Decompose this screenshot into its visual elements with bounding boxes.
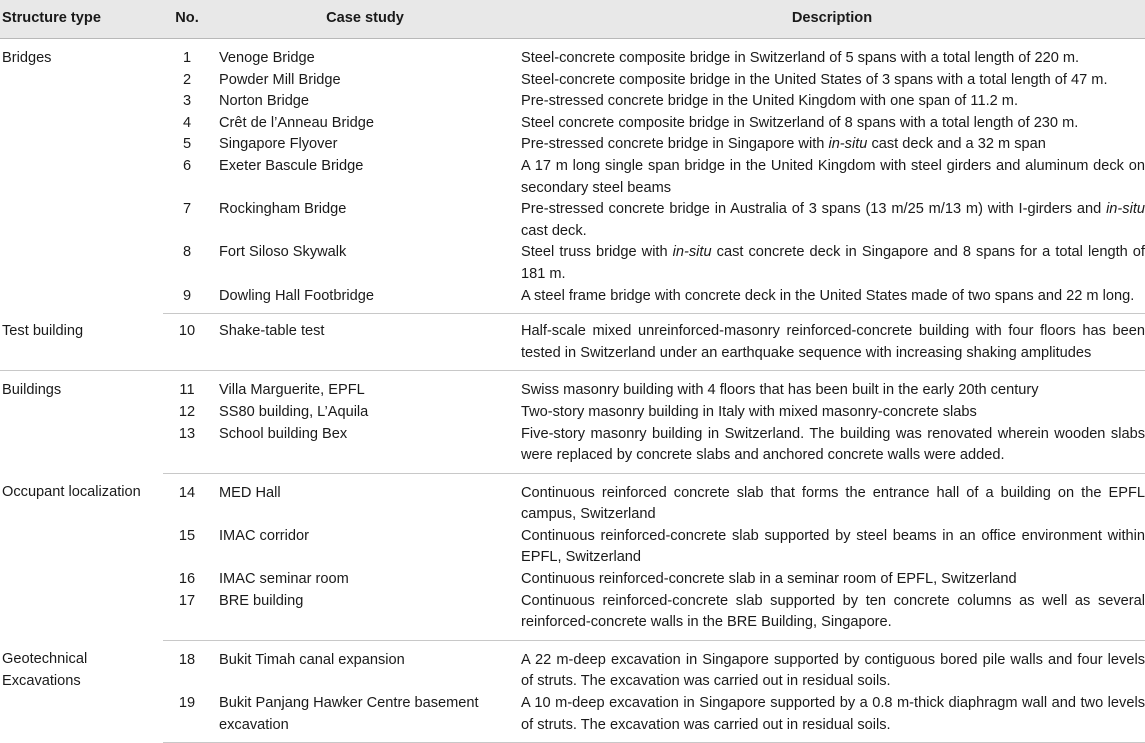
- case-description: Steel-concrete composite bridge in Switzerland of 5 spans with a total length of 220 m.: [521, 50, 1080, 66]
- table-row: [0, 371, 1145, 402]
- case-number: 16: [178, 571, 196, 588]
- case-number: 11: [179, 382, 195, 399]
- case-number: 12: [178, 403, 196, 420]
- case-study-name: Bukit Timah canal expansion: [219, 651, 405, 668]
- case-number: 2: [182, 71, 192, 88]
- header-row: [0, 0, 1145, 39]
- table-row: [0, 70, 1145, 92]
- case-study-name: Powder Mill Bridge: [219, 71, 341, 88]
- header-description: Description: [519, 0, 1145, 39]
- case-description: [519, 199, 1145, 242]
- desc-part: cast deck and a 32 m span: [867, 136, 1046, 153]
- structure-type-cell: Buildings: [2, 382, 62, 399]
- desc-part: Steel truss bridge with: [521, 244, 673, 261]
- case-description: Five-story masonry building in Switzerland. The building was renovated wherein wooden slabs were replaced by concrete slabs and anchored concrete walls were added.: [519, 424, 1145, 474]
- case-study-name: Singapore Flyover: [219, 136, 338, 153]
- case-description: Continuous reinforced-concrete slab in a seminar room of EPFL, Switzerland: [521, 571, 1017, 588]
- desc-italic: in-situ: [828, 136, 868, 153]
- case-number: 10: [163, 314, 211, 371]
- structure-type-cell: Occupant localization: [2, 484, 141, 501]
- table-row: [0, 199, 1145, 242]
- case-description: Swiss masonry building with 4 floors that has been built in the early 20th century: [521, 382, 1039, 399]
- table-row: [0, 402, 1145, 424]
- table-row: [0, 640, 1145, 693]
- header-number: No.: [163, 0, 211, 39]
- case-description: Continuous reinforced concrete slab that forms the entrance hall of a building on the EPFL campus, Switzerland: [521, 484, 1145, 523]
- case-study-name: Dowling Hall Footbridge: [211, 286, 519, 314]
- case-number: 19: [163, 693, 211, 743]
- case-study-name: Villa Marguerite, EPFL: [219, 382, 365, 399]
- table-body: [0, 39, 1145, 743]
- header-structure-type: Structure type: [0, 0, 163, 39]
- case-description: Steel-concrete composite bridge in the United States of 3 spans with a total length of 47 m.: [521, 71, 1108, 88]
- case-study-name: BRE building: [211, 591, 519, 641]
- case-study-name: IMAC seminar room: [219, 571, 349, 588]
- desc-part: cast deck.: [521, 222, 587, 239]
- case-number: 8: [182, 244, 192, 261]
- case-number: 6: [182, 157, 192, 174]
- table-row: [0, 693, 1145, 743]
- table-row: [0, 286, 1145, 314]
- table-row: [0, 156, 1145, 199]
- case-study-name: Fort Siloso Skywalk: [219, 244, 347, 261]
- case-description: Two-story masonry building in Italy with mixed masonry-concrete slabs: [521, 403, 977, 420]
- case-study-name: Norton Bridge: [219, 93, 310, 110]
- case-number: 14: [178, 484, 196, 501]
- case-study-name: Shake-table test: [211, 314, 519, 371]
- case-description: Continuous reinforced-concrete slab supported by ten concrete columns as well as several reinforced-concrete walls in the BRE Building, Singapore.: [519, 591, 1145, 641]
- case-study-name: Crêt de l’Anneau Bridge: [219, 114, 374, 131]
- case-description: A 17 m long single span bridge in the United Kingdom with steel girders and aluminum deck on secondary steel beams: [521, 157, 1145, 196]
- structure-type-cell: Test building: [0, 314, 163, 371]
- case-description: [519, 242, 1145, 285]
- case-number: 4: [182, 114, 192, 131]
- table-row: [0, 569, 1145, 591]
- desc-part: Pre-stressed concrete bridge in Singapore with: [521, 136, 829, 153]
- case-description: Pre-stressed concrete bridge in the United Kingdom with one span of 11.2 m.: [521, 93, 1018, 110]
- desc-part: cast concrete deck in Singapore and 8 spans for a total length of 181 m.: [521, 244, 1145, 282]
- table-row: [0, 314, 1145, 371]
- case-description: Continuous reinforced-concrete slab supported by steel beams in an office environment within EPFL, Switzerland: [521, 527, 1145, 566]
- case-study-name: Rockingham Bridge: [219, 201, 347, 218]
- case-number: 7: [182, 201, 192, 218]
- case-study-name: Exeter Bascule Bridge: [219, 157, 364, 174]
- case-number: 15: [178, 527, 196, 544]
- case-study-name: IMAC corridor: [219, 527, 310, 544]
- case-study-name: Venoge Bridge: [219, 50, 315, 66]
- structure-type-cell: Geotechnical Excavations: [2, 651, 88, 689]
- desc-italic: in-situ: [1106, 201, 1145, 218]
- table-row: [0, 473, 1145, 526]
- desc-italic: in-situ: [672, 244, 712, 261]
- structure-type-cell: Bridges: [2, 50, 52, 66]
- case-description: A 22 m-deep excavation in Singapore supported by contiguous bored pile walls and four levels of struts. The excavation was carried out in residual soils.: [521, 651, 1145, 690]
- case-study-name: SS80 building, L’Aquila: [219, 403, 369, 420]
- case-description: Half-scale mixed unreinforced-masonry reinforced-concrete building with four floors has been tested in Switzerland under an earthquake sequence with increasing shaking amplitudes: [519, 314, 1145, 371]
- table-row: [0, 134, 1145, 156]
- case-number: 3: [182, 93, 192, 110]
- desc-part: Pre-stressed concrete bridge in Australia of 3 spans (13 m/25 m/13 m) with I-girders and: [521, 201, 1107, 218]
- case-number: 5: [182, 136, 192, 153]
- header-case-study: Case study: [211, 0, 519, 39]
- table-row: [0, 591, 1145, 641]
- table-row: [0, 242, 1145, 285]
- case-number: 17: [163, 591, 211, 641]
- case-description: A steel frame bridge with concrete deck in the United States made of two spans and 22 m long.: [519, 286, 1145, 314]
- table-row: [0, 39, 1145, 70]
- case-number: 13: [163, 424, 211, 474]
- case-study-name: School building Bex: [211, 424, 519, 474]
- table-header: [0, 0, 1145, 39]
- case-description: A 10 m-deep excavation in Singapore supported by a 0.8 m-thick diaphragm wall and two levels of struts. The excavation was carried out in residual soils.: [519, 693, 1145, 743]
- table-row: [0, 113, 1145, 135]
- case-number: 9: [163, 286, 211, 314]
- case-number: 1: [182, 50, 192, 66]
- case-study-name: Bukit Panjang Hawker Centre basement excavation: [211, 693, 519, 743]
- table-row: [0, 91, 1145, 113]
- case-study-name: MED Hall: [219, 484, 281, 501]
- table-row: [0, 424, 1145, 474]
- table-row: [0, 526, 1145, 569]
- case-number: 18: [178, 651, 196, 668]
- case-description: [519, 134, 1145, 156]
- case-description: Steel concrete composite bridge in Switzerland of 8 spans with a total length of 230 m.: [521, 114, 1079, 131]
